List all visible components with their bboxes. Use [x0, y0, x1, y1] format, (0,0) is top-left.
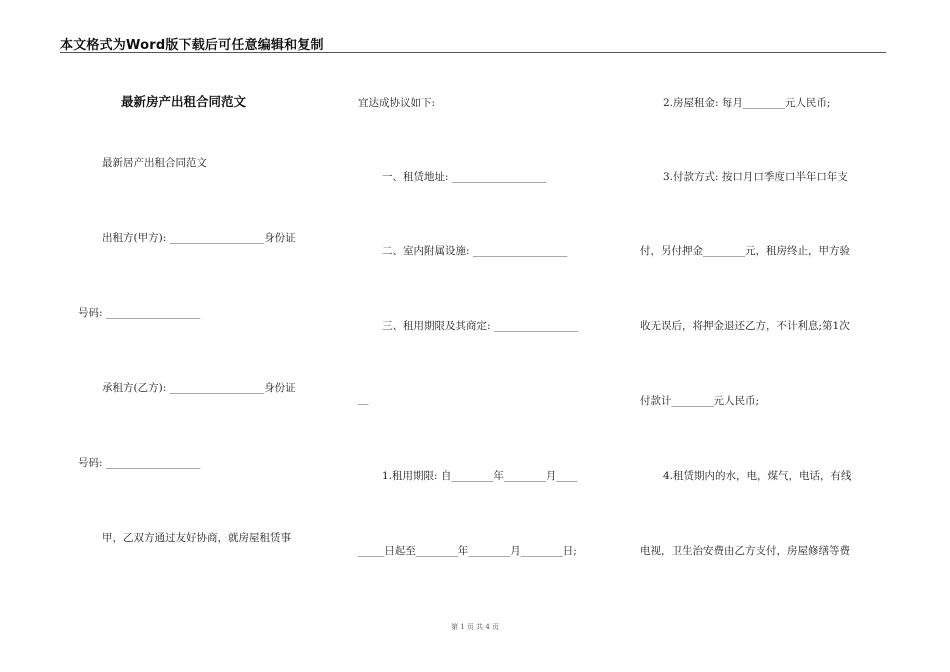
middle-line-2: 一、租赁地址: __________________ — [382, 171, 547, 183]
left-line-5: 号码: __________________ — [78, 457, 201, 469]
middle-line-6: 1.租用期限: 自________年________月____ — [382, 470, 578, 482]
middle-line-3: 二、室内附属设施: __________________ — [382, 245, 568, 257]
page-number: 第 1 页 共 4 页 — [450, 623, 500, 631]
right-line-6: 4.租赁期内的水，电，煤气，电话，有线 — [663, 470, 852, 482]
right-line-3: 付，另付押金________元，租房终止，甲方验 — [640, 245, 850, 257]
page-header — [60, 34, 886, 53]
left-line-4: 承租方(乙方): __________________身份证 — [102, 382, 296, 394]
document-title: 最新房产出租合同范文 — [121, 94, 247, 109]
middle-line-1: 宜达成协议如下: — [358, 97, 436, 109]
right-line-1: 2.房屋租金: 每月________元人民币; — [663, 97, 831, 109]
middle-line-5: __ — [358, 393, 369, 405]
right-line-2: 3.付款方式: 按口月口季度口半年口年支 — [663, 171, 848, 183]
header-title: 本文格式为Word版下载后可任意编辑和复制 — [60, 38, 324, 53]
left-line-1: 最新居产出租合同范文 — [102, 157, 207, 169]
right-line-7: 电视，卫生治安费由乙方支付，房屋修缮等费 — [640, 545, 850, 557]
right-line-5: 付款计________元人民币; — [640, 395, 760, 407]
left-line-6: 甲，乙双方通过友好协商，就房屋租赁事 — [102, 532, 291, 544]
middle-line-4: 三、租用期限及其商定: ________________ — [382, 320, 578, 332]
right-line-4: 收无误后，将押金退还乙方，不计利息;第1次 — [640, 320, 850, 332]
left-line-3: 号码: __________________ — [78, 307, 201, 319]
middle-line-7: _____日起至________年________月________日; — [358, 545, 577, 557]
left-line-2: 出租方(甲方): __________________身份证 — [102, 232, 296, 244]
